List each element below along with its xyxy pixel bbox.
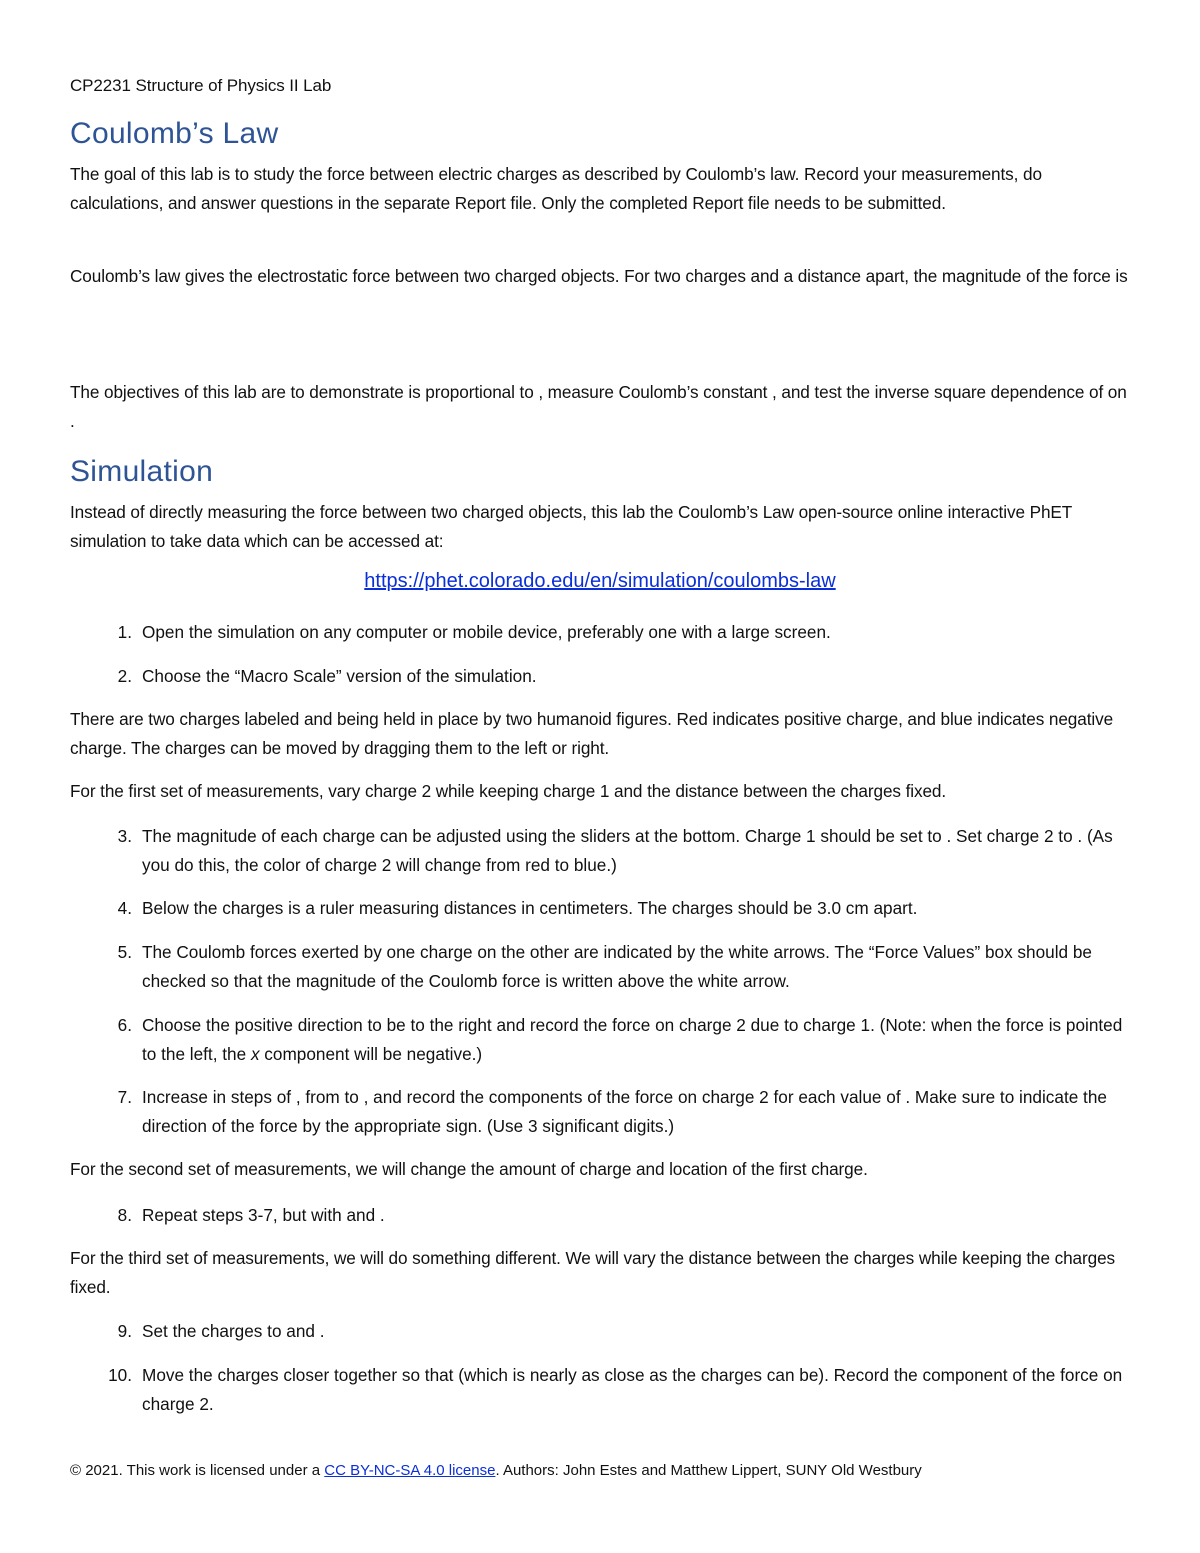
list-number: 6. [117,1015,132,1035]
law-paragraph: Coulomb’s law gives the electrostatic force between two charged objects. For two charges and a distance apart, the magnitude of the force is [70,266,1128,286]
list-number: 9. [117,1321,132,1341]
simulation-intro: Instead of directly measuring the force between two charged objects, this lab the Coulomb’s Law open-source online interactive PhET simulation to take data which can be accessed at: [70,502,1072,551]
list-text: The magnitude of each charge can be adjusted using the sliders at the bottom. Charge 1 should be set to . Set charge 2 to . (As you do this, the color of charge 2 will change from red to blue.) [142,826,1113,875]
list-text: Open the simulation on any computer or mobile device, preferably one with a large screen. [142,622,831,642]
list-text: Move the charges closer together so that (which is nearly as close as the charges can be). Record the component of the force on charge 2. [142,1365,1123,1414]
list-text: The Coulomb forces exerted by one charge on the other are indicated by the white arrows. The “Force Values” box should be checked so that the magnitude of the Coulomb force is written above the white arrow. [142,942,1092,991]
list-number: 1. [117,622,132,642]
list-item [70,618,1135,647]
footer [70,1462,922,1479]
license-link[interactable]: CC BY-NC-SA 4.0 license [324,1462,496,1479]
list-text: Choose the “Macro Scale” version of the simulation. [142,666,537,686]
charges-paragraph: There are two charges labeled and being held in place by two humanoid figures. Red indicates positive charge, and blue indicates negative charge. The charges can be moved by dragging them to the left or right. [70,709,1114,758]
course-header: CP2231 Structure of Physics II Lab [70,76,332,95]
list-item [70,662,1135,691]
list-number: 8. [117,1205,132,1225]
list-number: 3. [117,826,132,846]
list-text: Choose the positive direction to be to the right and record the force on charge 2 due to charge 1. (Note: when the force is pointed to the left, the x component will be negative.) [142,1015,1123,1064]
objectives-paragraph: The objectives of this lab are to demonstrate is proportional to , measure Coulomb’s constant , and test the inverse square dependence of on . [70,382,1127,431]
list-item [70,894,1135,923]
list-item [70,822,1135,879]
simulation-link-line [70,570,1130,593]
second-set-paragraph: For the second set of measurements, we will change the amount of charge and location of the first charge. [70,1159,868,1179]
list-text: Below the charges is a ruler measuring distances in centimeters. The charges should be 3.0 cm apart. [142,898,918,918]
list-item [70,1361,1135,1418]
list-item [70,1201,1135,1230]
list-item [70,1317,1135,1346]
list-number: 2. [117,666,132,686]
list-text: Repeat steps 3-7, but with and . [142,1205,385,1225]
page-title: Coulomb’s Law [70,117,279,150]
first-set-paragraph: For the first set of measurements, vary charge 2 while keeping charge 1 and the distance between the charges fixed. [70,781,947,801]
list-text: Set the charges to and . [142,1321,325,1341]
footer-authors: . Authors: John Estes and Matthew Lippert, SUNY Old Westbury [495,1462,922,1479]
list-number: 10. [108,1365,132,1385]
list-item [70,1011,1135,1068]
intro-paragraph: The goal of this lab is to study the force between electric charges as described by Coulomb’s law. Record your measurements, do calculations, and answer questions in the separate Report file. Only the completed Report file needs to be submitted. [70,164,1042,213]
list-item [70,938,1135,995]
list-number: 7. [117,1087,132,1107]
list-number: 4. [117,898,132,918]
list-text: Increase in steps of , from to , and record the components of the force on charge 2 for each value of . Make sure to indicate the direction of the force by the appropriate sign. (Use 3 significant digits.) [142,1087,1107,1136]
list-item [70,1083,1135,1140]
footer-copyright: © 2021. This work is licensed under a [70,1462,325,1479]
simulation-heading: Simulation [70,455,214,488]
third-set-paragraph: For the third set of measurements, we will do something different. We will vary the distance between the charges while keeping the charges fixed. [70,1248,1116,1297]
list-number: 5. [117,942,132,962]
simulation-link[interactable]: https://phet.colorado.edu/en/simulation/coulombs-law [364,570,836,592]
